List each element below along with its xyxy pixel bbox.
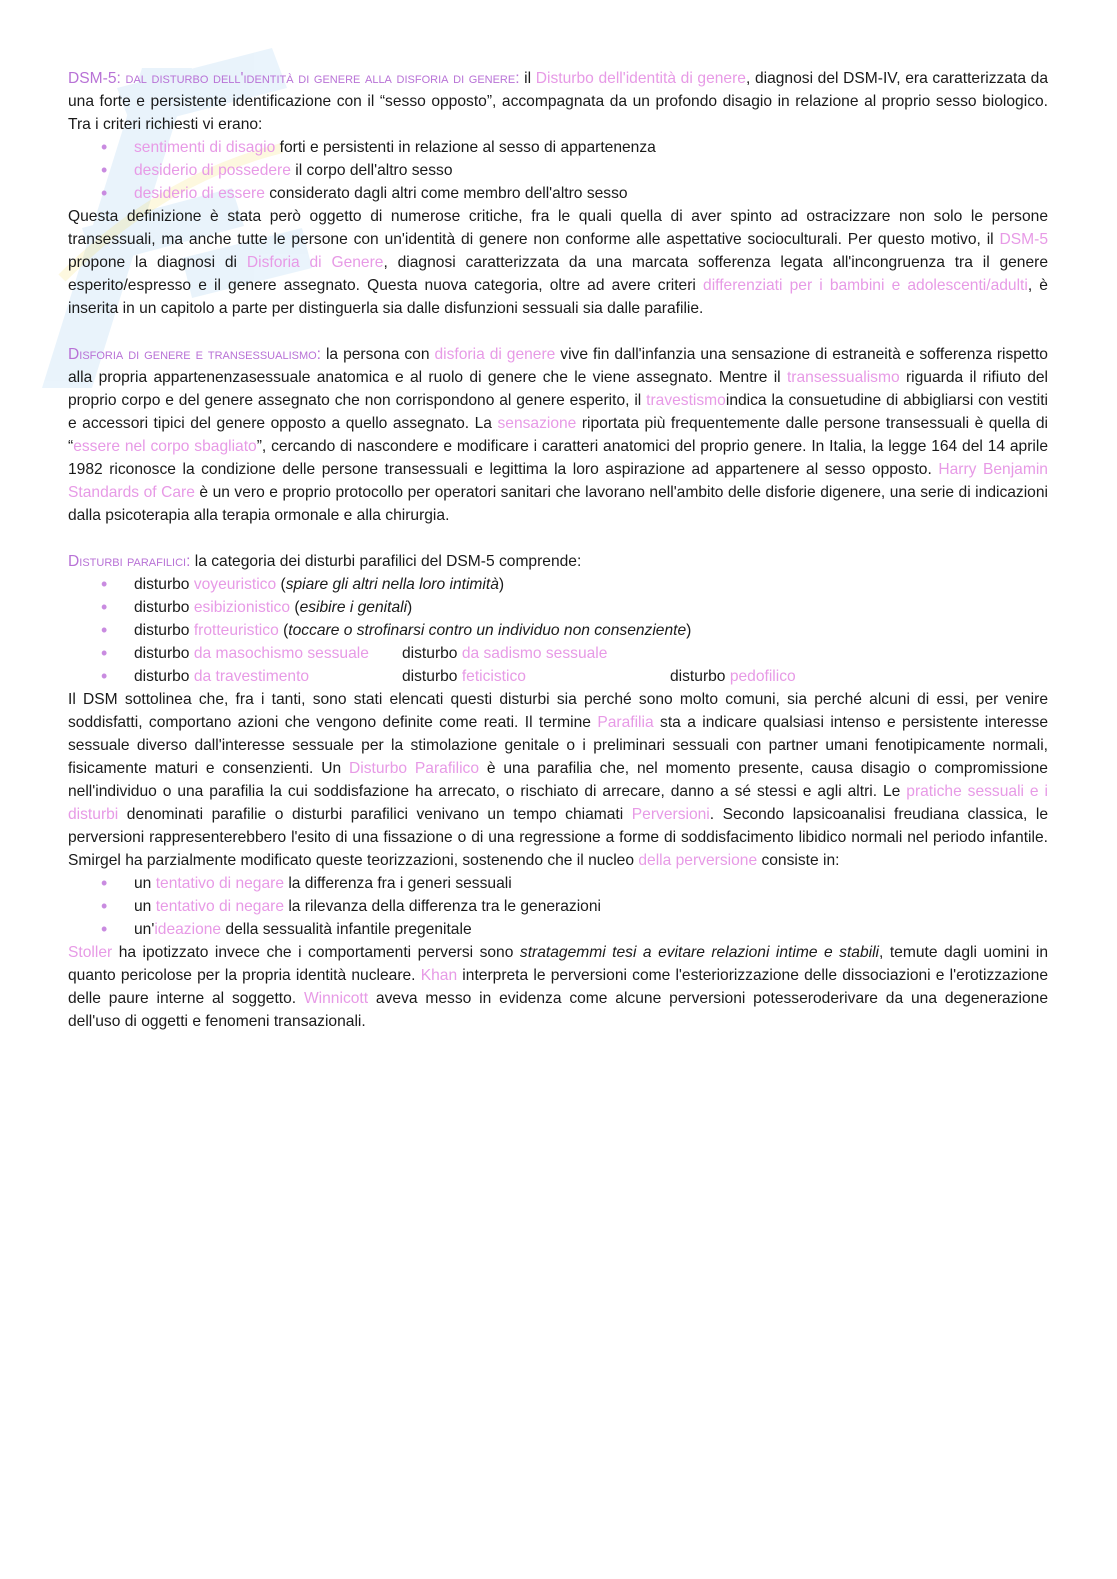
- list-item: • disturbo frotteuristico (toccare o strofinarsi contro un individuo non consenziente): [68, 619, 1048, 642]
- disorders-list: [68, 573, 1048, 688]
- section-title-dsm5: dal disturbo dell'identità di genere alla disforia di genere:: [125, 70, 520, 87]
- paragraph-theorists: Stoller ha ipotizzato invece che i comportamenti perversi sono stratagemmi tesi a evitare relazioni intime e stabili, temute dagli uomini in quanto pericolose per la propria identità nucleare. Khan interpreta le perversioni come l'esteriorizzazione delle dissociazioni e l'erotizzazione delle paure interne al soggetto. Winnicott aveva messo in evidenza come alcune perversioni potesseroderivare da una degenerazione dell'uso di oggetti e fenomeni transazionali.: [68, 944, 1049, 1030]
- paragraph-dsm5: DSM-5: dal disturbo dell'identità di genere alla disforia di genere: il Disturbo dell'identità di genere, diagnosi del DSM-IV, era caratterizzata da una forte e persistente identificazione con il “sesso opposto”, accompagnata da un profondo disagio in relazione al proprio sesso biologico. Tra i criteri richiesti vi erano:: [68, 70, 1049, 133]
- perversion-core-list: [68, 872, 1048, 941]
- paragraph-parafilici-intro: Disturbi parafilici: la categoria dei disturbi parafilici del DSM-5 comprende:: [68, 553, 582, 570]
- criteria-list: [68, 136, 1048, 205]
- list-item: • un tentativo di negare la differenza fra i generi sessuali: [68, 872, 1048, 895]
- list-item: • disturbo da masochismo sessuale disturbo da sadismo sessuale: [68, 642, 1048, 665]
- paragraph-disforia: Disforia di genere e transessualismo: la persona con disforia di genere vive fin dall'infanzia una sensazione di estraneità e sofferenza rispetto alla propria appartenenzasessuale anatomica e al ruolo di genere che le viene assegnato. Mentre il transessualismo riguarda il rifiuto del proprio corpo e del genere assegnato che non corrispondono al genere esperito, il travestismoindica la consuetudine di abbigliarsi con vestiti e accessori tipici del genere opposto a quello assegnato. La sensazione riportata più frequentemente dalle persone transessuali è quella di “essere nel corpo sbagliato”, cercando di nascondere e modificare i caratteri anatomici del proprio genere. In Italia, la legge 164 del 14 aprile 1982 riconosce la condizione delle persone transessuali e legittima la loro aspirazione ad appartenere al sesso opposto. Harry Benjamin Standards of Care è un vero e proprio protocollo per operatori sanitari che lavorano nell'ambito delle disforie digenere, una serie di indicazioni dalla psicoterapia alla terapia ormonale e alla chirurgia.: [68, 346, 1049, 524]
- highlight-term: Disturbo dell'identità di genere: [535, 70, 746, 87]
- list-item: • un'ideazione della sessualità infantile pregenitale: [68, 918, 1048, 941]
- list-item: • desiderio di essere considerato dagli altri come membro dell'altro sesso: [68, 182, 1048, 205]
- paragraph-parafilia: Il DSM sottolinea che, fra i tanti, sono stati elencati questi disturbi sia perché sono molto comuni, sia perché alcuni di essi, per venire soddisfatti, comportano azioni che vengono definite come reati. Il termine Parafilia sta a indicare qualsiasi intenso e persistente interesse sessuale diverso dall'interesse sessuale per la stimolazione genitale o i preliminari sessuali con partner umani fenotipicamente normali, fisicamente maturi e consenzienti. Un Disturbo Parafilico è una parafilia che, nel momento presente, causa disagio o compromissione nell'individuo o una parafilia la cui soddisfazione ha arrecato, o rischiato di arrecare, danno a sé stessi e agli altri. Le pratiche sessuali e i disturbi denominati parafilie o disturbi parafilici venivano un tempo chiamati Perversioni. Secondo lapsicoanalisi freudiana classica, le perversioni rappresenterebbero l'esito di una fissazione o di una regressione a forme di soddisfacimento libidico normali nel periodo infantile. Smirgel ha parzialmente modificato queste teorizzazioni, sostenendo che il nucleo della perversione consiste in:: [68, 691, 1048, 869]
- document-page: [68, 67, 1048, 1033]
- list-item: • disturbo voyeuristico (spiare gli altri nella loro intimità): [68, 573, 1048, 596]
- paragraph-critiques: Questa definizione è stata però oggetto di numerose critiche, fra le quali quella di aver spinto ad ostracizzare non solo le persone transessuali, ma anche tutte le persone con un'identità di genere non conforme alle aspettative socioculturali. Per questo motivo, il DSM-5 propone la diagnosi di Disforia di Genere, diagnosi caratterizzata da una marcata sofferenza legata all'incongruenza tra il genere esperito/espresso e il genere assegnato. Questa nuova categoria, oltre ad avere criteri differenziati per i bambini e adolescenti/adulti, è inserita in un capitolo a parte per distinguerla sia dalle disfunzioni sessuali sia dalle parafilie.: [68, 208, 1049, 317]
- list-item: • sentimenti di disagio forti e persistenti in relazione al sesso di appartenenza: [68, 136, 1048, 159]
- section-title-parafilici: Disturbi parafilici:: [68, 553, 191, 570]
- section-title-prefix: DSM-5:: [68, 70, 121, 87]
- list-item: • disturbo esibizionistico (esibire i genitali): [68, 596, 1048, 619]
- list-item: • disturbo da travestimento disturbo feticistico disturbo pedofilico: [68, 665, 1048, 688]
- list-item: • desiderio di possedere il corpo dell'altro sesso: [68, 159, 1048, 182]
- section-title-disforia: Disforia di genere e transessualismo:: [68, 346, 322, 363]
- list-item: • un tentativo di negare la rilevanza della differenza tra le generazioni: [68, 895, 1048, 918]
